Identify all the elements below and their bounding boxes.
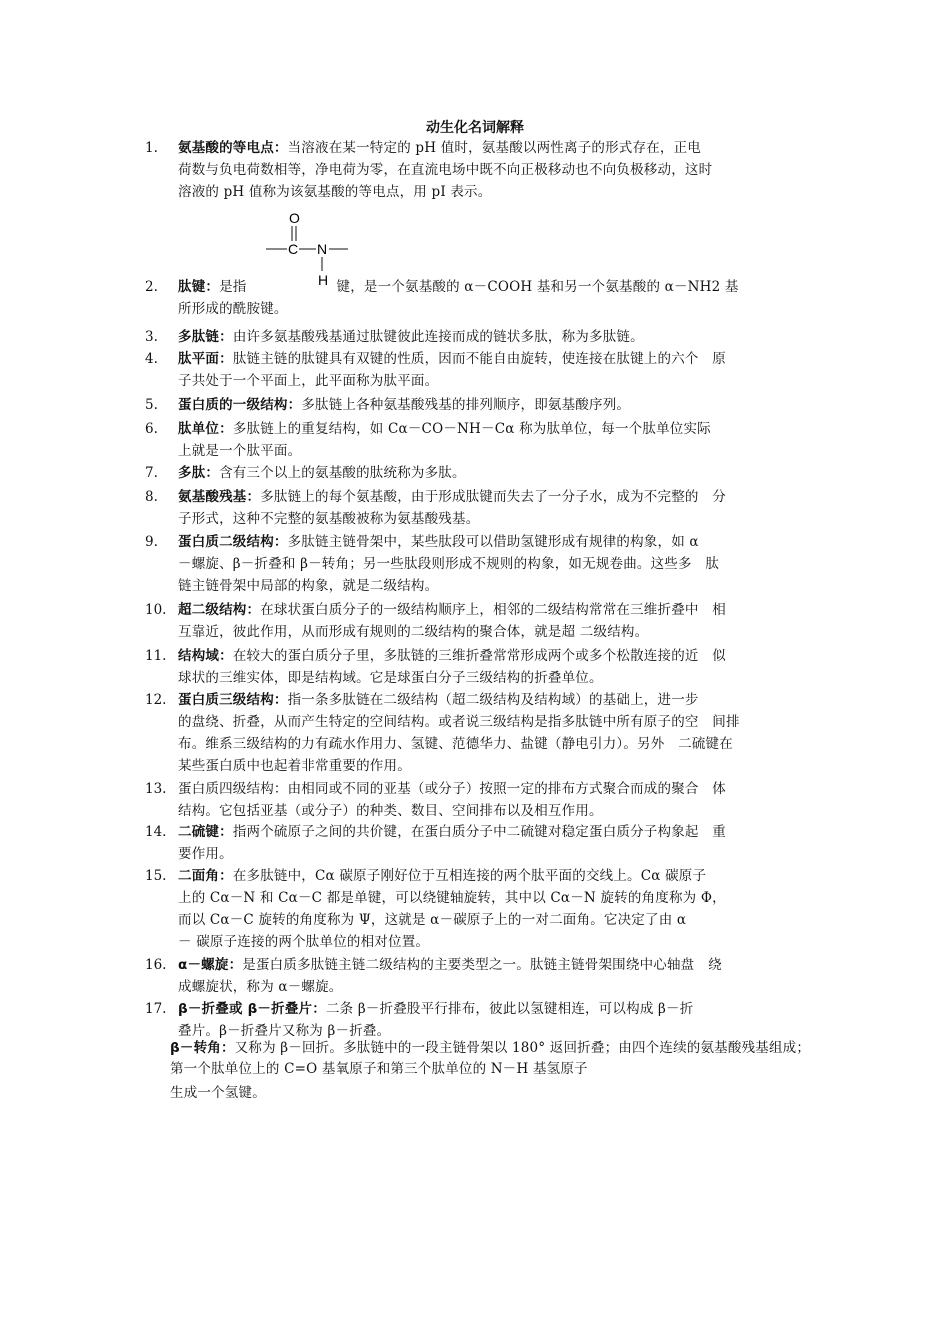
beta-turn-line-2: 第一个肽单位上的 C=O 基氧原子和第三个肽单位的 N－H 基氢原子 bbox=[170, 1061, 588, 1077]
item-number: 3. bbox=[145, 329, 158, 345]
item-number: 2. bbox=[145, 279, 158, 295]
item-number: 13. bbox=[145, 781, 167, 797]
term-label: 蛋白质二级结构： bbox=[178, 534, 288, 550]
definition-text: 键，是一个氨基酸的 α－COOH 基和另一个氨基酸的 α－NH2 基 bbox=[336, 279, 739, 295]
definition-text: 二条 β－折叠股平行排布，彼此以氢键相连，可以构成 β－折 bbox=[325, 1001, 694, 1017]
definition-item bbox=[145, 137, 825, 203]
definition-text: 某些蛋白质中也起着非常重要的作用。 bbox=[178, 758, 411, 774]
term-label: 蛋白质的一级结构： bbox=[178, 397, 302, 413]
term-label: 多肽链： bbox=[178, 329, 233, 345]
item-body bbox=[178, 821, 825, 865]
definition-text: 溶液的 pH 值称为该氨基酸的等电点，用 pI 表示。 bbox=[178, 184, 492, 200]
definition-item bbox=[145, 394, 825, 416]
definition-text: 在球状蛋白质分子的一级结构顺序上，相邻的二级结构常常在三维折叠中 相 bbox=[260, 602, 727, 618]
item-number: 6. bbox=[145, 421, 158, 437]
definition-item bbox=[145, 689, 825, 777]
term-label: 多肽： bbox=[178, 465, 220, 481]
term-label: 肽单位： bbox=[178, 421, 233, 437]
definition-item bbox=[145, 954, 825, 998]
page-title: 动生化名词解释 bbox=[426, 120, 524, 136]
definition-item bbox=[145, 462, 825, 484]
definition-text: 子形式，这种不完整的氨基酸被称为氨基酸残基。 bbox=[178, 511, 480, 527]
definition-item bbox=[145, 276, 825, 320]
definition-item bbox=[145, 418, 825, 462]
item-body bbox=[178, 778, 825, 822]
beta-turn-definition bbox=[170, 1037, 810, 1059]
definition-text: 所形成的酰胺键。 bbox=[178, 301, 288, 317]
definition-text: 含有三个以上的氨基酸的肽统称为多肽。 bbox=[219, 465, 466, 481]
definition-text: 在多肽链中，Cα 碳原子刚好位于互相连接的两个肽平面的交线上。Cα 碳原子 bbox=[232, 868, 707, 884]
term-label: β－转角： bbox=[170, 1040, 235, 1056]
definition-text: 互靠近，彼此作用，从而形成有规则的二级结构的聚合体，就是超 二级结构。 bbox=[178, 624, 649, 640]
definition-text: －螺旋、β－折叠和 β－转角；另一些肽段则形成不规则的构象，如无规卷曲。这些多 肽 bbox=[178, 556, 720, 572]
item-number: 14. bbox=[145, 824, 167, 840]
definition-item bbox=[145, 531, 825, 597]
definition-text: 指一条多肽链在二级结构（超二级结构及结构域）的基础上，进一步 bbox=[287, 692, 699, 708]
item-body bbox=[178, 326, 825, 348]
item-body bbox=[178, 348, 825, 392]
term-label: β－折叠或 β－折叠片： bbox=[178, 1001, 326, 1017]
term-label: 肽平面： bbox=[178, 351, 233, 367]
oxygen-atom-label: O bbox=[289, 210, 300, 226]
item-body bbox=[178, 276, 825, 320]
carbon-atom-label: C bbox=[288, 241, 299, 257]
item-number: 4. bbox=[145, 351, 158, 367]
item-body bbox=[178, 486, 825, 530]
definition-text: 而以 Cα－C 旋转的角度称为 Ψ，这就是 α－碳原子上的一对二面角。它决定了由 α bbox=[178, 912, 687, 928]
definition-text: 蛋白质四级结构：由相同或不同的亚基（或分子）按照一定的排布方式聚合而成的聚合 体 bbox=[178, 781, 726, 797]
item-number: 7. bbox=[145, 465, 158, 481]
definition-text: 又称为 β－回折。多肽链中的一段主链骨架以 180° 返回折叠；由四个连续的氨基酸残基组成； bbox=[234, 1040, 811, 1056]
definition-item bbox=[145, 865, 825, 953]
definition-item bbox=[145, 998, 825, 1042]
definition-text: 多肽链上的每个氨基酸，由于形成肽键而失去了一分子水，成为不完整的 分 bbox=[260, 489, 727, 505]
definition-text: 上的 Cα－N 和 Cα－C 都是单键，可以绕键轴旋转，其中以 Cα－N 旋转的角度称为 Φ， bbox=[178, 890, 726, 906]
hydrogen-atom-label: H bbox=[318, 272, 329, 288]
item-body bbox=[178, 462, 825, 484]
definition-text: 由许多氨基酸残基通过肽键彼此连接而成的链状多肽，称为多肽链。 bbox=[232, 329, 644, 345]
definition-item bbox=[145, 348, 825, 392]
definition-text: 指两个硫原子之间的共价键，在蛋白质分子中二硫键对稳定蛋白质分子构象起 重 bbox=[232, 824, 727, 840]
item-body bbox=[178, 418, 825, 462]
definition-text: 荷数与负电荷数相等，净电荷为零，在直流电场中既不向正极移动也不向负极移动，这时 bbox=[178, 162, 713, 178]
item-number: 5. bbox=[145, 397, 158, 413]
definition-text: 结构。它包括亚基（或分子）的种类、数目、空间排布以及相互作用。 bbox=[178, 803, 603, 819]
term-label: 结构域： bbox=[178, 648, 233, 664]
term-label: 超二级结构： bbox=[178, 602, 261, 618]
definition-item bbox=[145, 645, 825, 689]
definition-text: 多肽链上各种氨基酸残基的排列顺序，即氨基酸序列。 bbox=[301, 397, 631, 413]
item-body bbox=[178, 865, 825, 953]
item-number: 16. bbox=[145, 957, 167, 973]
definition-text: 当溶液在某一特定的 pH 值时，氨基酸以两性离子的形式存在，正电 bbox=[287, 140, 702, 156]
definition-text: 布。维系三级结构的力有疏水作用力、氢键、范德华力、盐键（静电引力）。另外 二硫键在 bbox=[178, 736, 733, 752]
nitrogen-atom-label: N bbox=[317, 241, 328, 257]
definition-text: 是指 bbox=[219, 279, 247, 295]
definition-text: 肽链主链的肽键具有双键的性质，因而不能自由旋转，使连接在肽键上的六个 原 bbox=[232, 351, 727, 367]
term-label: 二硫键： bbox=[178, 824, 233, 840]
definition-text: 叠片。β－折叠片又称为 β－折叠。 bbox=[178, 1023, 391, 1039]
definition-text: 多肽链上的重复结构，如 Cα－CO－NH－Cα 称为肽单位，每一个肽单位实际 bbox=[232, 421, 711, 437]
term-label: α－螺旋： bbox=[178, 957, 243, 973]
definition-text: 球状的三维实体，即是结构域。它是球蛋白分子三级结构的折叠单位。 bbox=[178, 670, 603, 686]
definition-text: 多肽链主链骨架中，某些肽段可以借助氢键形成有规律的构象，如 α bbox=[287, 534, 699, 550]
definition-item bbox=[145, 326, 825, 348]
item-number: 8. bbox=[145, 489, 158, 505]
term-label: 肽键： bbox=[178, 279, 220, 295]
item-body bbox=[178, 137, 825, 203]
definition-item bbox=[145, 821, 825, 865]
definition-item bbox=[145, 486, 825, 530]
definition-text: 成螺旋状，称为 α－螺旋。 bbox=[178, 979, 343, 995]
item-body bbox=[178, 954, 825, 998]
definition-text: 在较大的蛋白质分子里，多肽链的三维折叠常常形成两个或多个松散连接的近 似 bbox=[232, 648, 727, 664]
item-body bbox=[178, 531, 825, 597]
item-body bbox=[178, 394, 825, 416]
item-body bbox=[178, 689, 825, 777]
item-body bbox=[178, 998, 825, 1042]
definition-item bbox=[145, 599, 825, 643]
item-body bbox=[178, 599, 825, 643]
definition-text: 链主链骨架中局部的构象，就是二级结构。 bbox=[178, 578, 439, 594]
term-label: 氨基酸的等电点： bbox=[178, 140, 288, 156]
item-number: 15. bbox=[145, 868, 167, 884]
item-number: 12. bbox=[145, 692, 167, 708]
item-number: 11. bbox=[145, 648, 167, 664]
definition-text: 子共处于一个平面上，此平面称为肽平面。 bbox=[178, 373, 439, 389]
beta-turn-line-3: 生成一个氢键。 bbox=[170, 1085, 266, 1101]
item-number: 9. bbox=[145, 534, 158, 550]
term-label: 蛋白质三级结构： bbox=[178, 692, 288, 708]
definition-text: 的盘绕、折叠，从而产生特定的空间结构。或者说三级结构是指多肽链中所有原子的空 间排 bbox=[178, 714, 740, 730]
item-number: 17. bbox=[145, 1001, 167, 1017]
definition-text: 上就是一个肽平面。 bbox=[178, 443, 302, 459]
term-label: 氨基酸残基： bbox=[178, 489, 261, 505]
definition-text: － 碳原子连接的两个肽单位的相对位置。 bbox=[178, 934, 430, 950]
definition-item bbox=[145, 778, 825, 822]
item-number: 1. bbox=[145, 140, 158, 156]
term-label: 二面角： bbox=[178, 868, 233, 884]
definition-text: 是蛋白质多肽链主链二级结构的主要类型之一。肽链主链骨架围绕中心轴盘 绕 bbox=[242, 957, 722, 973]
definition-text: 要作用。 bbox=[178, 846, 233, 862]
item-number: 10. bbox=[145, 602, 167, 618]
item-body bbox=[178, 645, 825, 689]
